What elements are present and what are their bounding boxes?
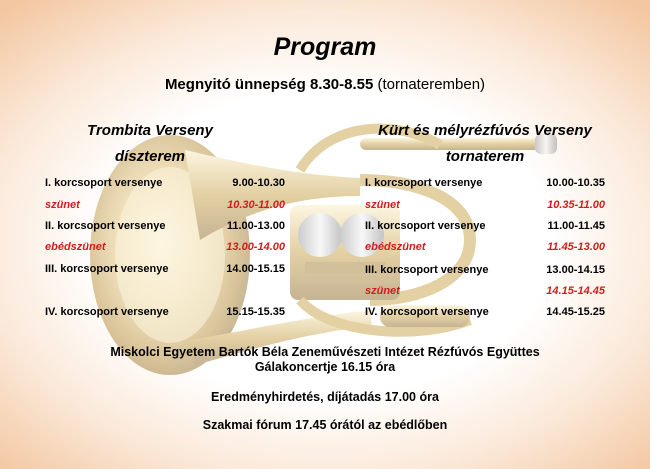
right-column-heading: Kürt és mélyrézfúvós Verseny	[378, 122, 592, 139]
gala-concert-line2: Gálakoncertje 16.15 óra	[254, 360, 396, 374]
left-row-5-time: 14.00-15.15	[226, 263, 285, 275]
right-row-7-time: 14.45-15.25	[546, 306, 605, 318]
left-column-heading: Trombita Verseny	[87, 122, 213, 139]
right-row-4-time: 11.45-13.00	[547, 241, 605, 253]
left-row-4-time: 13.00-14.00	[226, 241, 285, 253]
left-row-1-label: I. korcsoport versenye	[45, 177, 163, 189]
gala-concert-line1: Miskolci Egyetem Bartók Béla Zeneművészeti Intézet Rézfúvós Együttes	[110, 345, 540, 359]
results-announcement: Eredményhirdetés, díjátadás 17.00 óra	[211, 390, 439, 404]
right-row-5-label: III. korcsoport versenye	[365, 264, 489, 276]
left-row-6-time: 15.15-15.35	[226, 306, 285, 318]
left-column-location: díszterem	[114, 148, 186, 165]
right-row-6-label: szünet	[365, 285, 400, 297]
left-row-2-label: szünet	[45, 199, 80, 211]
left-row-5-label: III. korcsoport versenye	[45, 263, 169, 275]
opening-location: (tornateremben)	[377, 76, 486, 93]
right-row-2-label: szünet	[365, 199, 400, 211]
right-row-1-time: 10.00-10.35	[546, 177, 605, 189]
left-row-3-label: II. korcsoport versenye	[45, 220, 166, 232]
left-row-1-time: 9.00-10.30	[232, 177, 285, 189]
right-row-6-time: 14.15-14.45	[546, 285, 605, 297]
right-row-1-label: I. korcsoport versenye	[365, 177, 483, 189]
right-row-3-label: II. korcsoport versenye	[365, 220, 486, 232]
left-row-2-time: 10.30-11.00	[227, 199, 285, 211]
left-row-3-time: 11.00-13.00	[226, 220, 285, 232]
page-title: Program	[273, 33, 377, 61]
left-row-6-label: IV. korcsoport versenye	[45, 306, 169, 318]
right-row-2-time: 10.35-11.00	[547, 199, 605, 211]
right-column-location: tornaterem	[445, 148, 525, 165]
right-row-7-label: IV. korcsoport versenye	[365, 306, 489, 318]
opening-label: Megnyitó ünnepség 8.30-8.55	[164, 76, 374, 93]
left-row-4-label: ebédszünet	[45, 241, 106, 253]
right-row-4-label: ebédszünet	[365, 241, 426, 253]
right-row-5-time: 13.00-14.15	[546, 264, 605, 276]
opening-ceremony	[0, 76, 650, 93]
forum-announcement: Szakmai fórum 17.45 órától az ebédlőben	[202, 418, 448, 432]
right-row-3-time: 11.00-11.45	[547, 220, 605, 232]
